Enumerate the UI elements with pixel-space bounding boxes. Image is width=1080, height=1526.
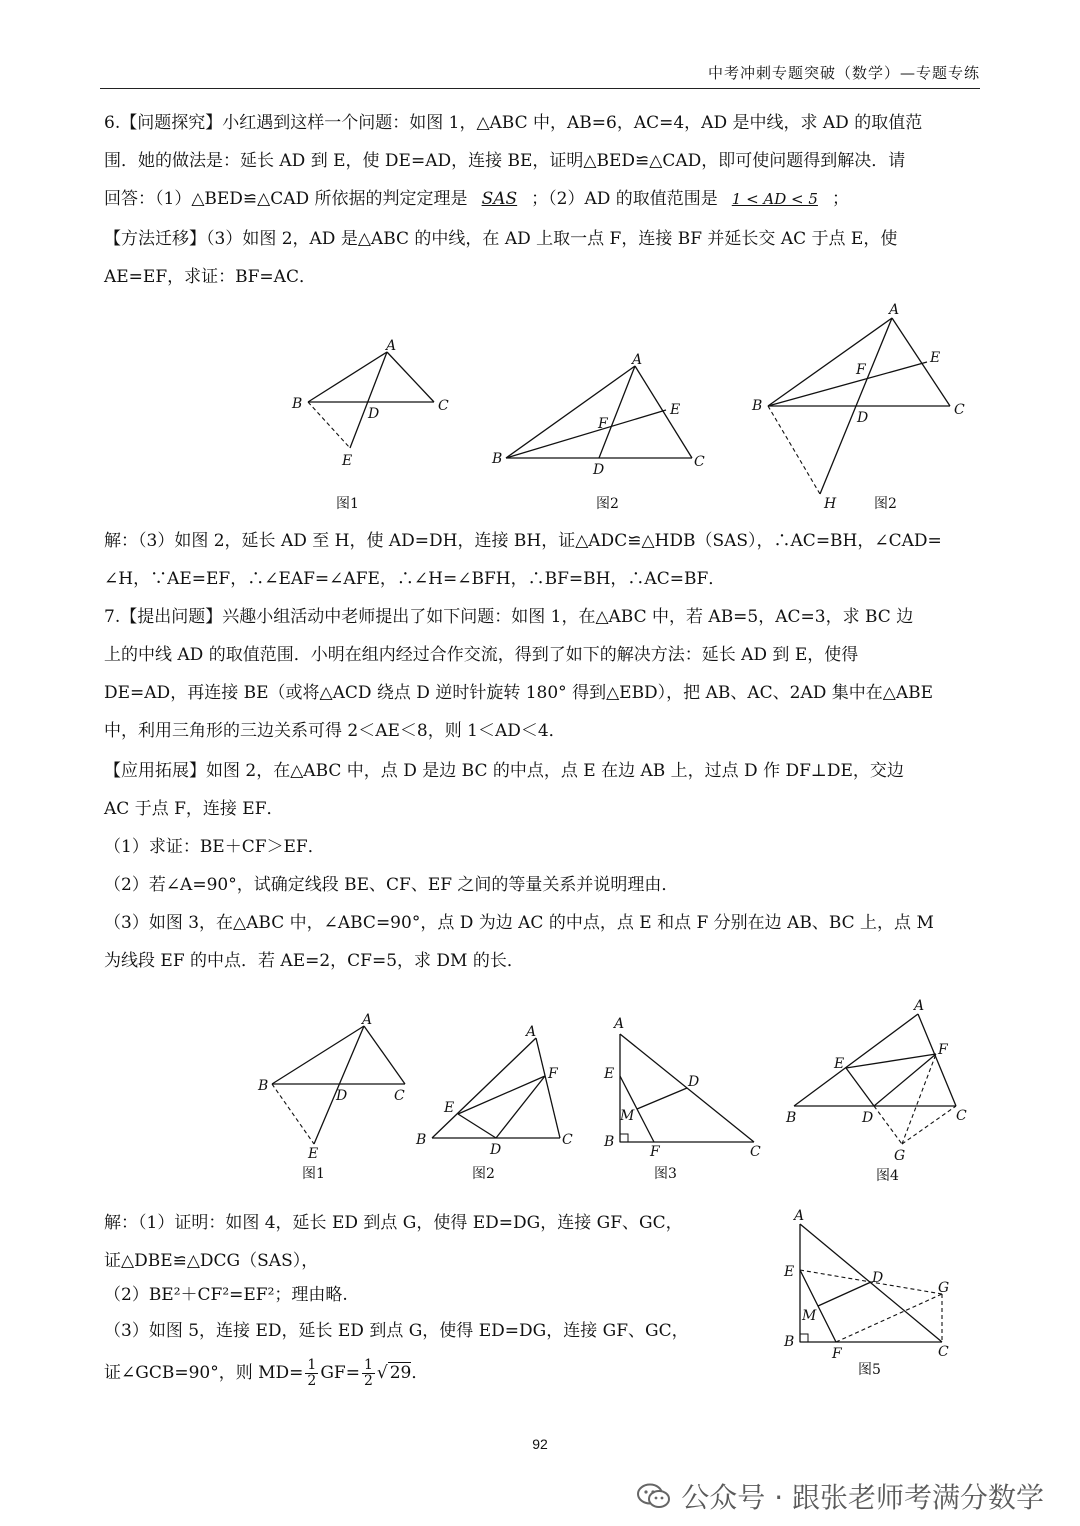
q7fig2-label-b: B [416, 1132, 427, 1148]
fraction-half-1 [305, 1358, 318, 1389]
q7fig4-caption: 图4 [876, 1168, 899, 1184]
fig2h-label-b: B [752, 398, 763, 414]
q6-line-3c: ； [831, 189, 849, 209]
q7-figure-5 [776, 1206, 986, 1386]
fraction-numerator: 1 [307, 1357, 317, 1373]
q7fig4-label-e: E [834, 1056, 845, 1072]
q7fig2-caption: 图2 [472, 1166, 495, 1182]
fig2h-caption: 图2 [874, 496, 897, 512]
fig2-label-d: D [593, 462, 605, 478]
q6-line-2: 围．她的做法是：延长 AD 到 E，使 DE=AD，连接 BE，证明△BED≌△CAD，即可使问题得到解决．请 [104, 151, 906, 171]
fig5-label-a: A [794, 1208, 805, 1224]
fig5-label-d: D [872, 1270, 884, 1286]
q7-line-10: 为线段 EF 的中点．若 AE=2，CF=5，求 DM 的长． [104, 951, 524, 971]
fig2-label-b: B [492, 451, 503, 467]
q7-solution-5c: ． [411, 1363, 429, 1383]
q7fig4-label-b: B [786, 1110, 797, 1126]
fraction-half-2 [362, 1358, 375, 1389]
page-number: 92 [532, 1436, 548, 1452]
fig2h-label-a: A [889, 302, 900, 318]
fig1-label-b: B [292, 396, 303, 412]
q7-solution-5 [104, 1356, 428, 1390]
q7-figures [250, 996, 990, 1186]
q7-line-7: （1）求证：BE＋CF＞EF． [104, 837, 325, 857]
q6-answer-1: SAS [481, 189, 518, 209]
q7fig3-label-m: M [620, 1108, 635, 1124]
q6-figure-2 [491, 352, 705, 512]
q7fig3-label-a: A [614, 1016, 625, 1032]
q7-figure-4 [785, 998, 967, 1184]
q7-solution-2: 证△DBE≌△DCG（SAS）， [104, 1251, 319, 1271]
q6-figure-1 [291, 338, 449, 512]
q7fig4-label-c: C [956, 1108, 967, 1124]
fig5-label-m: M [802, 1308, 817, 1324]
q7fig1-caption: 图1 [302, 1166, 325, 1182]
q7fig2-label-d: D [490, 1142, 502, 1158]
q6-figure-2h [751, 302, 965, 512]
q7-line-1: 7.【提出问题】兴趣小组活动中老师提出了如下问题：如图 1，在△ABC 中，若 AB=5，AC=3，求 BC 边 [104, 607, 914, 627]
q6-line-5: AE=EF，求证：BF=AC． [104, 267, 316, 287]
fraction-denominator: 2 [307, 1373, 317, 1389]
q6-answer-2: 1 < AD < 5 [731, 190, 818, 208]
q7-solution-1: 解：（1）证明：如图 4，延长 ED 到点 G，使得 ED=DG，连接 GF、GC， [104, 1213, 683, 1233]
fig1-label-d: D [368, 406, 380, 422]
q7fig1-label-a: A [362, 1012, 373, 1028]
fig5-label-c: C [938, 1344, 949, 1360]
q7-line-8: （2）若∠A=90°，试确定线段 BE、CF、EF 之间的等量关系并说明理由． [104, 875, 679, 895]
q7-solution-3: （2）BE²＋CF²=EF²；理由略. [104, 1285, 348, 1305]
fig2h-label-f: F [856, 362, 866, 378]
q7fig4-label-d: D [862, 1110, 874, 1126]
q7-line-9: （3）如图 3，在△ABC 中，∠ABC=90°，点 D 为边 AC 的中点，点 E 和点 F 分别在边 AB、BC 上，点 M [104, 913, 934, 933]
q6-line-4: 【方法迁移】（3）如图 2，AD 是△ABC 的中线，在 AD 上取一点 F，连接 BF 并延长交 AC 于点 E，使 [104, 229, 898, 249]
fig2h-label-h: H [824, 496, 837, 512]
q7fig1-label-c: C [394, 1088, 405, 1104]
q7fig2-label-f: F [548, 1066, 558, 1082]
q6-line-3a: 回答：（1）△BED≌△CAD 所依据的判定定理是 [104, 189, 468, 209]
q7fig3-label-b: B [604, 1134, 615, 1150]
q7-figure-1 [257, 1012, 405, 1182]
fig1-caption: 图1 [336, 496, 359, 512]
q7-solution-4: （3）如图 5，连接 ED，延长 ED 到点 G，使得 ED=DG，连接 GF、GC， [104, 1321, 689, 1341]
q6-line-1: 6.【问题探究】小红遇到这样一个问题：如图 1，△ABC 中，AB=6，AC=4，AD 是中线，求 AD 的取值范 [104, 113, 923, 133]
fig2-label-f: F [598, 416, 608, 432]
sqrt-sign: √ [376, 1363, 388, 1383]
fig1-label-c: C [438, 398, 449, 414]
q7fig4-label-f: F [938, 1042, 948, 1058]
fig2-label-c: C [694, 454, 705, 470]
q7fig3-label-f: F [650, 1144, 660, 1160]
header-rule [100, 88, 980, 89]
fig2h-label-e: E [930, 350, 941, 366]
page-header: 中考冲刺专题突破（数学）—专题专练 [707, 64, 980, 82]
q7fig4-label-a: A [914, 998, 925, 1014]
q7-figure-2 [415, 1024, 573, 1182]
q7fig1-label-b: B [258, 1078, 269, 1094]
fig2h-label-c: C [954, 402, 965, 418]
q7-line-4: 中，利用三角形的三边关系可得 2＜AE＜8，则 1＜AD＜4． [104, 721, 566, 741]
q6-figures [280, 302, 980, 520]
watermark-text: 公众号 · 跟张老师考满分数学 [681, 1481, 1044, 1514]
q7fig1-label-e: E [308, 1146, 319, 1162]
fig2-caption: 图2 [596, 496, 619, 512]
fig5-caption: 图5 [858, 1362, 881, 1378]
fig5-label-b: B [784, 1334, 795, 1350]
q7fig3-label-d: D [688, 1074, 700, 1090]
q7fig3-label-e: E [604, 1066, 615, 1082]
q7-solution-5a: 证∠GCB=90°，则 MD= [104, 1363, 304, 1383]
q7fig3-label-c: C [750, 1144, 761, 1160]
q7-line-5: 【应用拓展】如图 2，在△ABC 中，点 D 是边 BC 的中点，点 E 在边 AB 上，过点 D 作 DF⊥DE，交边 [104, 761, 904, 781]
fig5-label-e: E [784, 1264, 795, 1280]
wechat-icon [637, 1483, 671, 1509]
q7fig1-label-d: D [336, 1088, 348, 1104]
fig2h-label-d: D [857, 410, 869, 426]
fig5-label-f: F [832, 1346, 842, 1362]
q7fig3-caption: 图3 [654, 1166, 677, 1182]
q6-solution-2: ∠H，∵AE=EF，∴∠EAF=∠AFE，∴∠H=∠BFH，∴BF=BH，∴AC=BF． [104, 569, 726, 589]
fig2-label-e: E [670, 402, 681, 418]
q7-line-2: 上的中线 AD 的取值范围．小明在组内经过合作交流，得到了如下的解决方法：延长 AD 到 E，使得 [104, 645, 859, 665]
sqrt-value: 29 [389, 1363, 412, 1383]
q6-solution-1: 解：（3）如图 2，延长 AD 至 H，使 AD=DH，连接 BH，证△ADC≌△HDB（SAS），∴AC=BH，∠CAD= [104, 531, 942, 551]
q7-line-3: DE=AD，再连接 BE（或将△ACD 绕点 D 逆时针旋转 180° 得到△EBD），把 AB、AC、2AD 集中在△ABE [104, 683, 934, 703]
fig1-label-a: A [386, 338, 397, 354]
q7fig2-label-c: C [562, 1132, 573, 1148]
fraction-numerator-2: 1 [363, 1357, 373, 1373]
q7fig4-label-g: G [894, 1148, 906, 1164]
q6-line-3 [104, 188, 849, 210]
q7fig2-label-e: E [444, 1100, 455, 1116]
fraction-denominator-2: 2 [363, 1373, 373, 1389]
fig5-label-g: G [938, 1280, 950, 1296]
q7fig2-label-a: A [526, 1024, 537, 1040]
watermark [637, 1476, 1044, 1516]
q7-solution-5b: GF= [320, 1363, 360, 1383]
q7-figure-3 [603, 1016, 761, 1182]
q7-line-6: AC 于点 F，连接 EF． [104, 799, 284, 819]
q6-line-3b: ；（2）AD 的取值范围是 [531, 189, 718, 209]
fig2-label-a: A [632, 352, 643, 368]
fig1-label-e: E [342, 453, 353, 469]
